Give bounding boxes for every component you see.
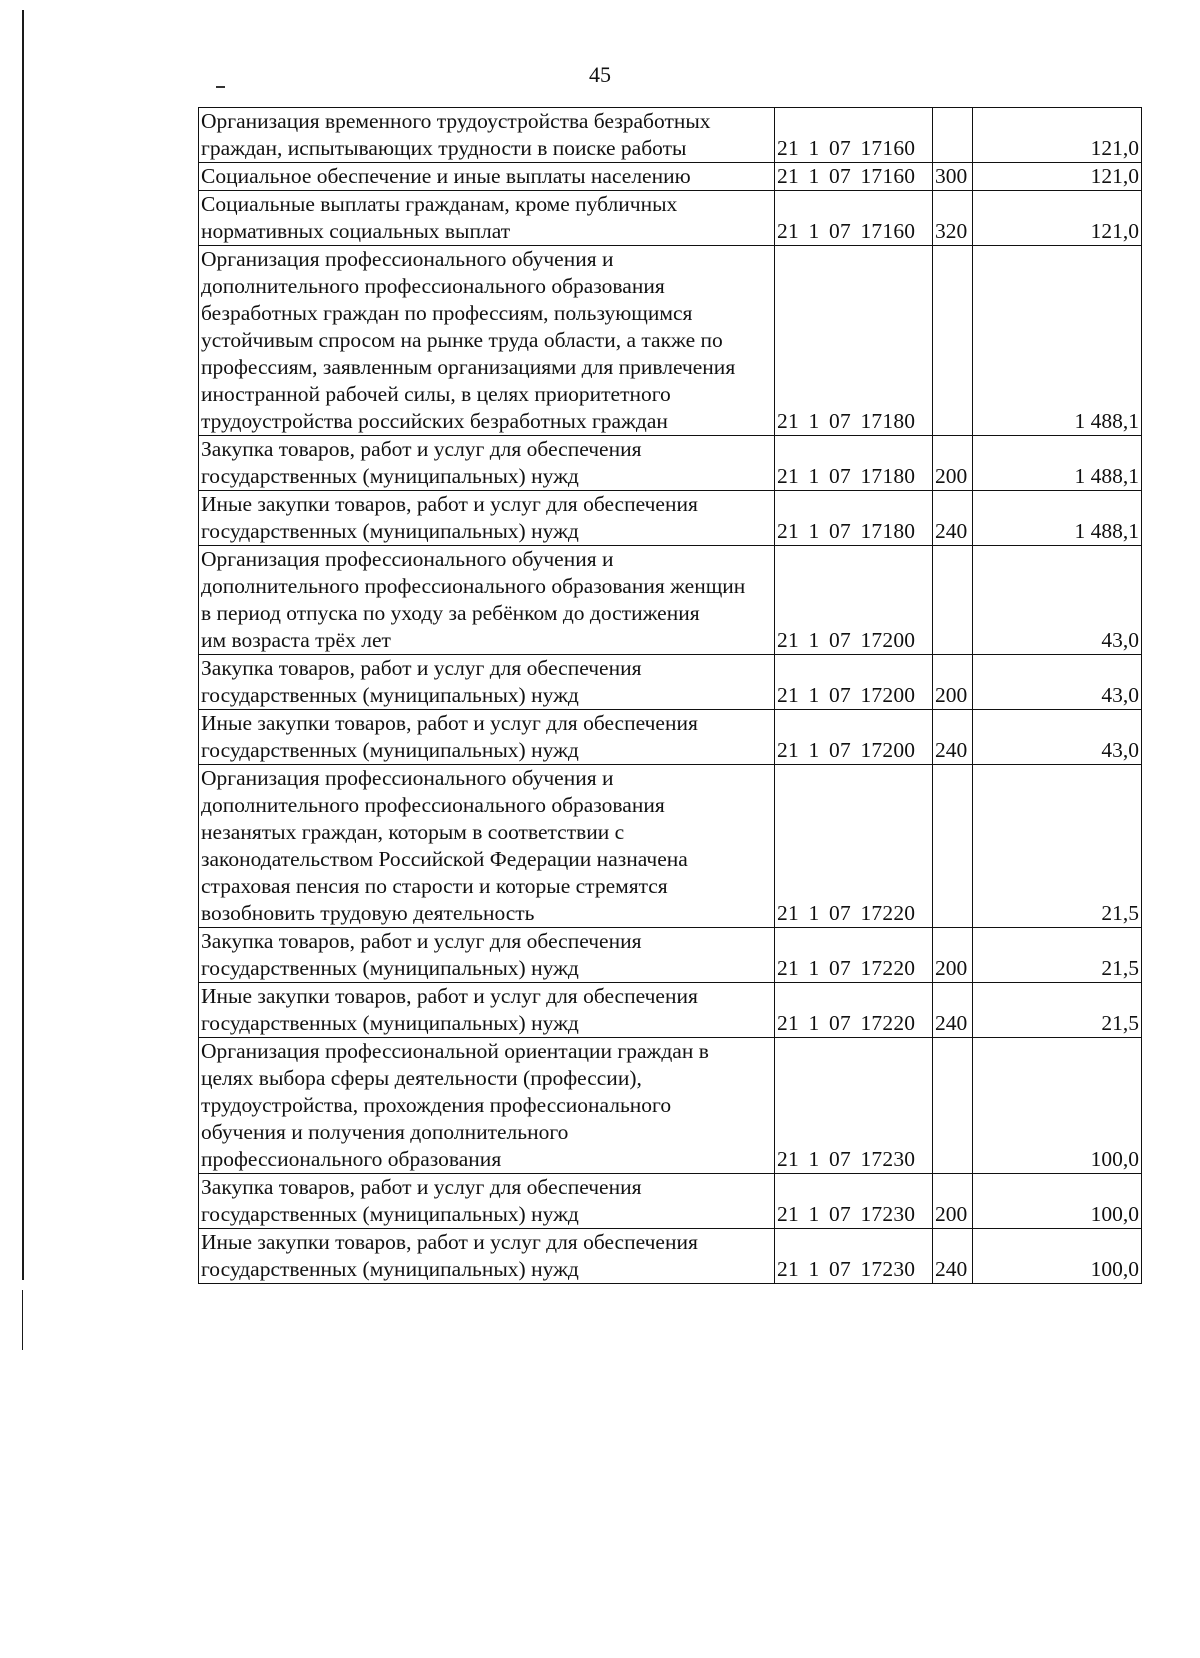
row-type-cell [933,546,973,655]
row-type-cell: 200 [933,1174,973,1229]
row-type-cell: 240 [933,710,973,765]
row-amount-cell: 21,5 [973,928,1142,983]
row-amount-cell: 121,0 [973,191,1142,246]
row-code-cell: 21 1 07 17230 [775,1038,933,1174]
row-amount-cell: 1 488,1 [973,436,1142,491]
table-row [199,1229,1142,1284]
row-name-cell: Организация профессионального обучения и дополнительного профессионального образования незанятых граждан, которым в соответствии с законодательством Российской Федерации назначена страховая пенсия по старости и которые стремятся возобновить трудовую деятельность [199,765,775,928]
table-row [199,436,1142,491]
row-type-cell [933,108,973,163]
row-code-cell: 21 1 07 17160 [775,191,933,246]
row-amount-cell: 121,0 [973,163,1142,191]
row-type-cell: 240 [933,491,973,546]
row-type-cell [933,246,973,436]
table-row [199,163,1142,191]
table-row [199,191,1142,246]
budget-table [198,107,1142,1284]
row-type-cell: 200 [933,928,973,983]
row-code-cell: 21 1 07 17160 [775,163,933,191]
row-name-cell: Организация профессионального обучения и дополнительного профессионального образования женщин в период отпуска по уходу за ребёнком до достижения им возраста трёх лет [199,546,775,655]
row-name-cell: Иные закупки товаров, работ и услуг для обеспечения государственных (муниципальных) нужд [199,1229,775,1284]
row-type-cell: 200 [933,436,973,491]
row-amount-cell: 21,5 [973,765,1142,928]
budget-table-body [199,108,1142,1284]
table-row [199,1038,1142,1174]
row-name-cell: Социальное обеспечение и иные выплаты населению [199,163,775,191]
row-code-cell: 21 1 07 17230 [775,1174,933,1229]
table-row [199,710,1142,765]
row-name-cell: Закупка товаров, работ и услуг для обеспечения государственных (муниципальных) нужд [199,1174,775,1229]
row-code-cell: 21 1 07 17200 [775,710,933,765]
row-code-cell: 21 1 07 17180 [775,246,933,436]
row-amount-cell: 1 488,1 [973,246,1142,436]
page-number: 45 [589,62,611,87]
table-row [199,491,1142,546]
row-amount-cell: 1 488,1 [973,491,1142,546]
table-row [199,1174,1142,1229]
table-row [199,765,1142,928]
table-row [199,546,1142,655]
row-code-cell: 21 1 07 17220 [775,928,933,983]
row-name-cell: Иные закупки товаров, работ и услуг для обеспечения государственных (муниципальных) нужд [199,491,775,546]
row-amount-cell: 43,0 [973,710,1142,765]
row-code-cell: 21 1 07 17200 [775,546,933,655]
row-name-cell: Закупка товаров, работ и услуг для обеспечения государственных (муниципальных) нужд [199,928,775,983]
row-type-cell [933,765,973,928]
row-type-cell: 200 [933,655,973,710]
row-name-cell: Иные закупки товаров, работ и услуг для обеспечения государственных (муниципальных) нужд [199,983,775,1038]
row-amount-cell: 43,0 [973,546,1142,655]
scan-edge-line-lower [22,1290,23,1350]
row-code-cell: 21 1 07 17180 [775,491,933,546]
row-amount-cell: 100,0 [973,1229,1142,1284]
row-amount-cell: 100,0 [973,1174,1142,1229]
row-amount-cell: 100,0 [973,1038,1142,1174]
scan-edge-line [22,10,24,1280]
row-amount-cell: 121,0 [973,108,1142,163]
table-row [199,655,1142,710]
row-code-cell: 21 1 07 17230 [775,1229,933,1284]
row-code-cell: 21 1 07 17220 [775,983,933,1038]
row-code-cell: 21 1 07 17160 [775,108,933,163]
row-amount-cell: 21,5 [973,983,1142,1038]
row-name-cell: Закупка товаров, работ и услуг для обеспечения государственных (муниципальных) нужд [199,655,775,710]
row-name-cell: Закупка товаров, работ и услуг для обеспечения государственных (муниципальных) нужд [199,436,775,491]
row-code-cell: 21 1 07 17220 [775,765,933,928]
row-code-cell: 21 1 07 17180 [775,436,933,491]
row-code-cell: 21 1 07 17200 [775,655,933,710]
row-name-cell: Организация профессионального обучения и дополнительного профессионального образования безработных граждан по профессиям, пользующимся устойчивым спросом на рынке труда области, а также по профессиям, заявленным организациями для привлечения иностранной рабочей силы, в целях приоритетного трудоустройства российских безработных граждан [199,246,775,436]
row-type-cell: 320 [933,191,973,246]
row-type-cell: 300 [933,163,973,191]
row-name-cell: Организация профессиональной ориентации граждан в целях выбора сферы деятельности (профессии), трудоустройства, прохождения профессионального обучения и получения дополнительного профессионального образования [199,1038,775,1174]
row-type-cell: 240 [933,1229,973,1284]
row-amount-cell: 43,0 [973,655,1142,710]
row-type-cell: 240 [933,983,973,1038]
row-type-cell [933,1038,973,1174]
row-name-cell: Организация временного трудоустройства безработных граждан, испытывающих трудности в поиске работы [199,108,775,163]
table-row [199,983,1142,1038]
row-name-cell: Социальные выплаты гражданам, кроме публичных нормативных социальных выплат [199,191,775,246]
table-row [199,246,1142,436]
row-name-cell: Иные закупки товаров, работ и услуг для обеспечения государственных (муниципальных) нужд [199,710,775,765]
table-row [199,928,1142,983]
table-row [199,108,1142,163]
